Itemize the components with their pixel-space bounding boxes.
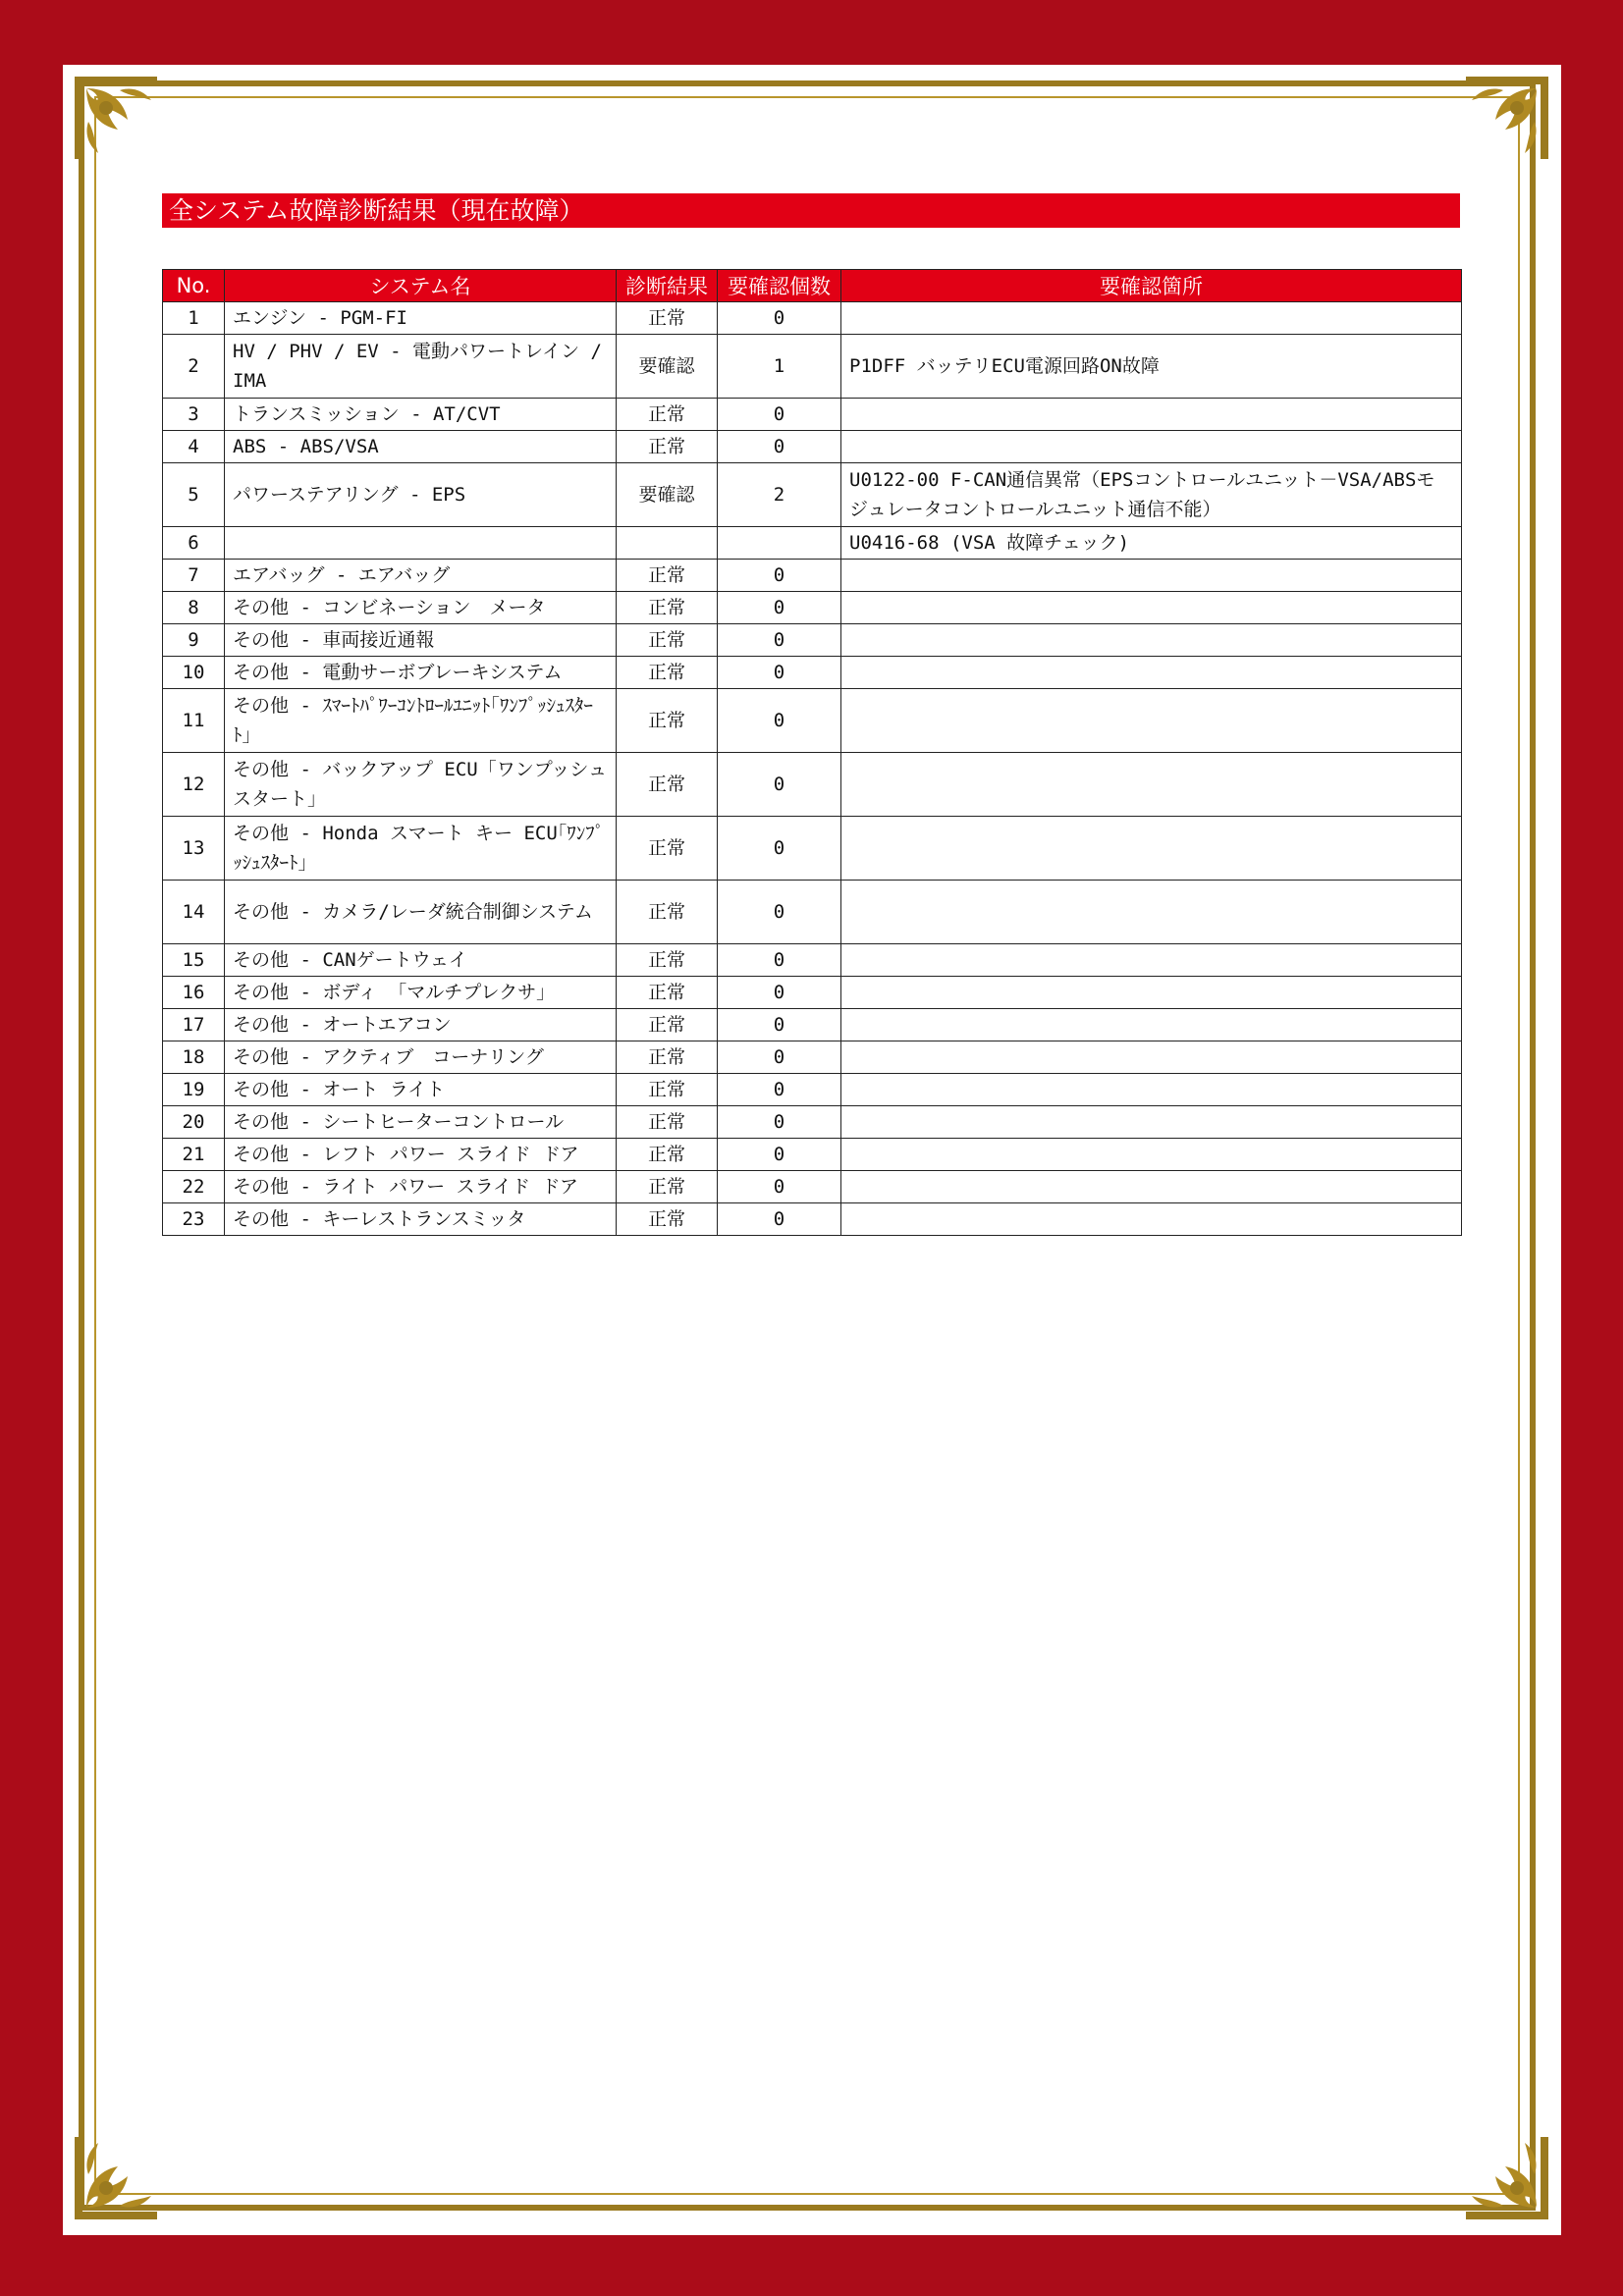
cell-system: その他 - カメラ/レーダ統合制御システム [225,881,617,944]
table-row [163,817,1462,881]
header-result: 診断結果 [617,270,718,302]
cell-no: 2 [163,335,225,399]
cell-no: 10 [163,657,225,689]
cell-result: 正常 [617,1171,718,1203]
cell-result: 正常 [617,624,718,657]
cell-result [617,527,718,560]
cell-count: 0 [718,817,841,881]
cell-result: 正常 [617,817,718,881]
cell-system: その他 - オートエアコン [225,1009,617,1041]
cell-count: 0 [718,302,841,335]
cell-no: 8 [163,592,225,624]
table-row [163,1171,1462,1203]
cell-details [841,1074,1462,1106]
cell-details [841,944,1462,977]
cell-system: ABS - ABS/VSA [225,431,617,463]
header-system: システム名 [225,270,617,302]
cell-system: HV / PHV / EV - 電動パワートレイン /IMA [225,335,617,399]
cell-count: 0 [718,881,841,944]
cell-no: 7 [163,560,225,592]
table-row [163,399,1462,431]
cell-system: エアバッグ - エアバッグ [225,560,617,592]
cell-no: 4 [163,431,225,463]
cell-no: 17 [163,1009,225,1041]
cell-system: その他 - CANゲートウェイ [225,944,617,977]
cell-system: エンジン - PGM-FI [225,302,617,335]
cell-result: 要確認 [617,335,718,399]
cell-details: P1DFF バッテリECU電源回路ON故障 [841,335,1462,399]
cell-details [841,1139,1462,1171]
cell-count: 0 [718,1171,841,1203]
cell-system: その他 - アクティブ コーナリング [225,1041,617,1074]
cell-details [841,1203,1462,1236]
cell-result: 正常 [617,1041,718,1074]
cell-no: 11 [163,689,225,753]
table-row [163,753,1462,817]
table-row [163,1139,1462,1171]
cell-no: 13 [163,817,225,881]
header-count: 要確認個数 [718,270,841,302]
cell-result: 正常 [617,1203,718,1236]
cell-no: 19 [163,1074,225,1106]
cell-result: 正常 [617,431,718,463]
cell-system: その他 - バックアップ ECU「ワンプッシュスタート」 [225,753,617,817]
cell-details [841,657,1462,689]
cell-system: その他 - オート ライト [225,1074,617,1106]
cell-no: 5 [163,463,225,527]
cell-details [841,302,1462,335]
cell-system: その他 - 車両接近通報 [225,624,617,657]
table-row [163,592,1462,624]
header-no: No. [163,270,225,302]
cell-result: 正常 [617,1009,718,1041]
cell-details [841,431,1462,463]
cell-details [841,753,1462,817]
cell-count: 0 [718,624,841,657]
cell-details [841,1041,1462,1074]
cell-details [841,399,1462,431]
cell-details [841,881,1462,944]
cell-no: 16 [163,977,225,1009]
cell-result: 正常 [617,881,718,944]
cell-count: 0 [718,431,841,463]
cell-details [841,560,1462,592]
cell-count: 0 [718,1009,841,1041]
cell-details [841,977,1462,1009]
cell-result: 正常 [617,560,718,592]
table-row [163,881,1462,944]
cell-result: 正常 [617,944,718,977]
table-row [163,1203,1462,1236]
cell-details: U0122-00 F-CAN通信異常（EPSコントロールユニット－VSA/ABSモジュレータコントロールユニット通信不能） [841,463,1462,527]
cell-no: 22 [163,1171,225,1203]
cell-system [225,527,617,560]
cell-system: その他 - Honda スマート キー ECU｢ﾜﾝﾌﾟｯｼｭｽﾀｰﾄ｣ [225,817,617,881]
cell-count: 0 [718,1203,841,1236]
cell-system: その他 - レフト パワー スライド ドア [225,1139,617,1171]
cell-result: 正常 [617,1106,718,1139]
table-header-row [163,270,1462,302]
table-row [163,624,1462,657]
cell-count: 0 [718,657,841,689]
cell-result: 正常 [617,1074,718,1106]
cell-result: 正常 [617,399,718,431]
cell-no: 21 [163,1139,225,1171]
cell-system: その他 - ライト パワー スライド ドア [225,1171,617,1203]
cell-result: 正常 [617,302,718,335]
cell-no: 1 [163,302,225,335]
cell-no: 3 [163,399,225,431]
table-row [163,1074,1462,1106]
cell-result: 正常 [617,689,718,753]
cell-system: その他 - コンビネーション メータ [225,592,617,624]
cell-system: その他 - キーレストランスミッタ [225,1203,617,1236]
table-row [163,1041,1462,1074]
cell-result: 正常 [617,753,718,817]
ornament-corner-icon [69,2131,163,2225]
cell-no: 12 [163,753,225,817]
table-row [163,527,1462,560]
ornament-corner-icon [1460,71,1554,165]
cell-count [718,527,841,560]
cell-details [841,817,1462,881]
table-row [163,657,1462,689]
cell-system: トランスミッション - AT/CVT [225,399,617,431]
table-row [163,560,1462,592]
page-title: 全システム故障診断結果（現在故障） [162,193,1460,228]
cell-count: 0 [718,1074,841,1106]
table-row [163,689,1462,753]
cell-count: 0 [718,977,841,1009]
cell-result: 正常 [617,657,718,689]
cell-result: 正常 [617,977,718,1009]
table-row [163,463,1462,527]
table-row [163,335,1462,399]
table-row [163,302,1462,335]
cell-details [841,1009,1462,1041]
cell-count: 0 [718,1106,841,1139]
ornament-corner-icon [69,71,163,165]
cell-no: 18 [163,1041,225,1074]
cell-result: 正常 [617,592,718,624]
table-row [163,944,1462,977]
cell-details: U0416-68 (VSA 故障チェック) [841,527,1462,560]
cell-system: その他 - ｽﾏｰﾄﾊﾟﾜｰｺﾝﾄﾛｰﾙﾕﾆｯﾄ｢ﾜﾝﾌﾟｯｼｭｽﾀｰﾄ｣ [225,689,617,753]
table-row [163,1009,1462,1041]
cell-system: パワーステアリング - EPS [225,463,617,527]
cell-no: 15 [163,944,225,977]
cell-result: 正常 [617,1139,718,1171]
cell-details [841,624,1462,657]
cell-no: 9 [163,624,225,657]
cell-no: 6 [163,527,225,560]
table-body [163,302,1462,1236]
cell-result: 要確認 [617,463,718,527]
cell-details [841,689,1462,753]
cell-count: 0 [718,689,841,753]
ornament-corner-icon [1460,2131,1554,2225]
cell-count: 0 [718,1139,841,1171]
header-details: 要確認箇所 [841,270,1462,302]
cell-details [841,1171,1462,1203]
cell-count: 2 [718,463,841,527]
table-row [163,431,1462,463]
cell-details [841,592,1462,624]
cell-count: 0 [718,592,841,624]
cell-system: その他 - シートヒーターコントロール [225,1106,617,1139]
cell-no: 20 [163,1106,225,1139]
cell-details [841,1106,1462,1139]
cell-system: その他 - 電動サーボブレーキシステム [225,657,617,689]
cell-count: 0 [718,1041,841,1074]
cell-system: その他 - ボディ 「マルチプレクサ」 [225,977,617,1009]
table-row [163,977,1462,1009]
cell-count: 0 [718,944,841,977]
cell-no: 14 [163,881,225,944]
cell-count: 1 [718,335,841,399]
table-row [163,1106,1462,1139]
diagnosis-table [162,269,1462,1236]
cell-count: 0 [718,753,841,817]
cell-count: 0 [718,560,841,592]
cell-no: 23 [163,1203,225,1236]
cell-count: 0 [718,399,841,431]
